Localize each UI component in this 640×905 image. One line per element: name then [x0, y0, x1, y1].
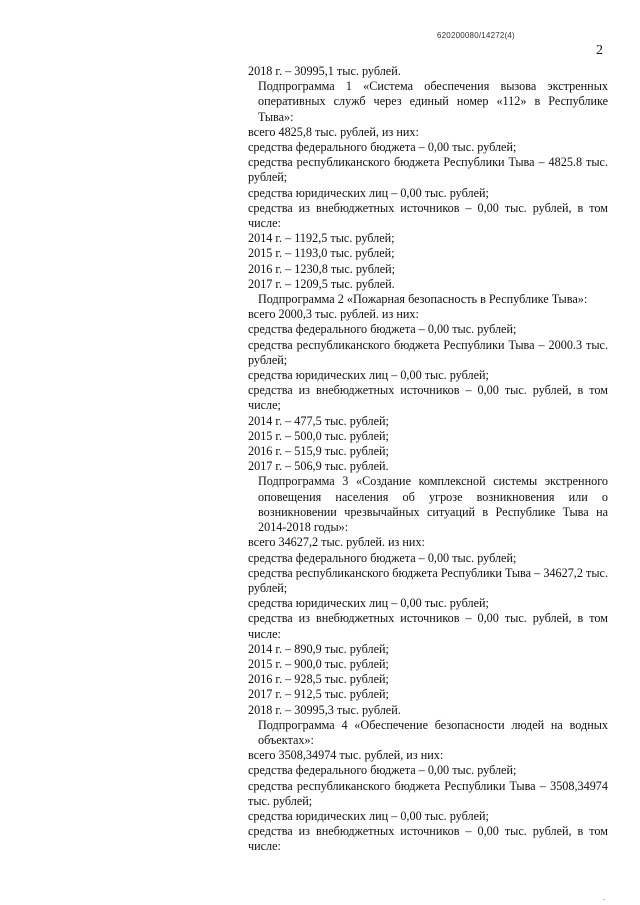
text-line: 2016 г. – 1230,8 тыс. рублей;: [248, 261, 396, 276]
text-paragraph: средства из внебюджетных источников – 0,00 тыс. рублей, в том числе:: [248, 611, 608, 641]
text-paragraph: средства из внебюджетных источников – 0,00 тыс. рублей, в том числе:: [248, 200, 608, 231]
text-line: средства юридических лиц – 0,00 тыс. рублей;: [248, 808, 489, 823]
text-line: 2017 г. – 912,5 тыс. рублей;: [248, 687, 389, 702]
subprogram-4-heading: Подпрограмма 4 «Обеспечение безопасности людей на водных объектах»:: [258, 717, 608, 747]
subprogram-3-heading: Подпрограмма 3 «Создание комплексной системы экстренного оповещения населения об угрозе возникновения или о возникновении чрезвычайных ситуаций в Республике Тыва на 2014-2018 годы»:: [258, 474, 608, 535]
text-line: средства федерального бюджета – 0,00 тыс. рублей;: [248, 322, 517, 337]
text-line: средства юридических лиц – 0,00 тыс. рублей;: [248, 596, 489, 611]
document-body: [248, 64, 608, 855]
text-paragraph: средства республиканского бюджета Республики Тыва – 2000.3 тыс. рублей;: [248, 337, 608, 367]
text-paragraph: средства республиканского бюджета Республики Тыва – 34627,2 тыс. рублей;: [248, 565, 608, 595]
text-line: 2015 г. – 500,0 тыс. рублей;: [248, 428, 389, 443]
text-line: 2016 г. – 515,9 тыс. рублей;: [248, 444, 389, 459]
text-line: 2015 г. – 900,0 тыс. рублей;: [248, 656, 389, 671]
subprogram-2-heading: Подпрограмма 2 «Пожарная безопасность в Республике Тыва»:: [258, 292, 588, 307]
document-stamp-code: 620200080/14272(4): [437, 31, 515, 40]
text-line: 2014 г. – 1192,5 тыс. рублей;: [248, 231, 395, 246]
text-line: средства юридических лиц – 0,00 тыс. рублей;: [248, 185, 489, 200]
text-line: средства юридических лиц – 0,00 тыс. рублей;: [248, 368, 489, 383]
text-line: средства федерального бюджета – 0,00 тыс. рублей;: [248, 550, 517, 565]
text-line: всего 2000,3 тыс. рублей. из них:: [248, 307, 419, 322]
text-line: 2015 г. – 1193,0 тыс. рублей;: [248, 246, 395, 261]
text-paragraph: средства республиканского бюджета Республики Тыва – 3508,34974 тыс. рублей;: [248, 778, 608, 808]
text-line: всего 34627,2 тыс. рублей. из них:: [248, 535, 425, 550]
text-line: средства федерального бюджета – 0,00 тыс. рублей;: [248, 763, 517, 778]
text-paragraph: средства из внебюджетных источников – 0,00 тыс. рублей, в том числе:: [248, 824, 608, 854]
text-line: 2018 г. – 30995,1 тыс. рублей.: [248, 64, 401, 78]
text-line: 2016 г. – 928,5 тыс. рублей;: [248, 672, 389, 687]
text-line: всего 4825,8 тыс. рублей, из них:: [248, 124, 419, 139]
text-paragraph: средства из внебюджетных источников – 0,00 тыс. рублей, в том числе;: [248, 383, 608, 413]
text-line: 2014 г. – 477,5 тыс. рублей;: [248, 413, 389, 428]
subprogram-1-heading: Подпрограмма 1 «Система обеспечения вызова экстренных оперативных служб через единый номер «112» в Республике Тыва»:: [258, 79, 608, 124]
text-line: средства федерального бюджета – 0,00 тыс. рублей;: [248, 140, 517, 155]
text-line: всего 3508,34974 тыс. рублей, из них:: [248, 748, 444, 763]
text-line: 2017 г. – 506,9 тыс. рублей.: [248, 459, 389, 474]
text-line: 2014 г. – 890,9 тыс. рублей;: [248, 641, 389, 656]
footer-mark: .: [603, 893, 605, 902]
text-line: 2017 г. – 1209,5 тыс. рублей.: [248, 276, 395, 291]
text-paragraph: средства республиканского бюджета Республики Тыва – 4825.8 тыс. рублей;: [248, 155, 608, 185]
page-number: 2: [596, 43, 603, 58]
text-line: 2018 г. – 30995,3 тыс. рублей.: [248, 702, 401, 717]
